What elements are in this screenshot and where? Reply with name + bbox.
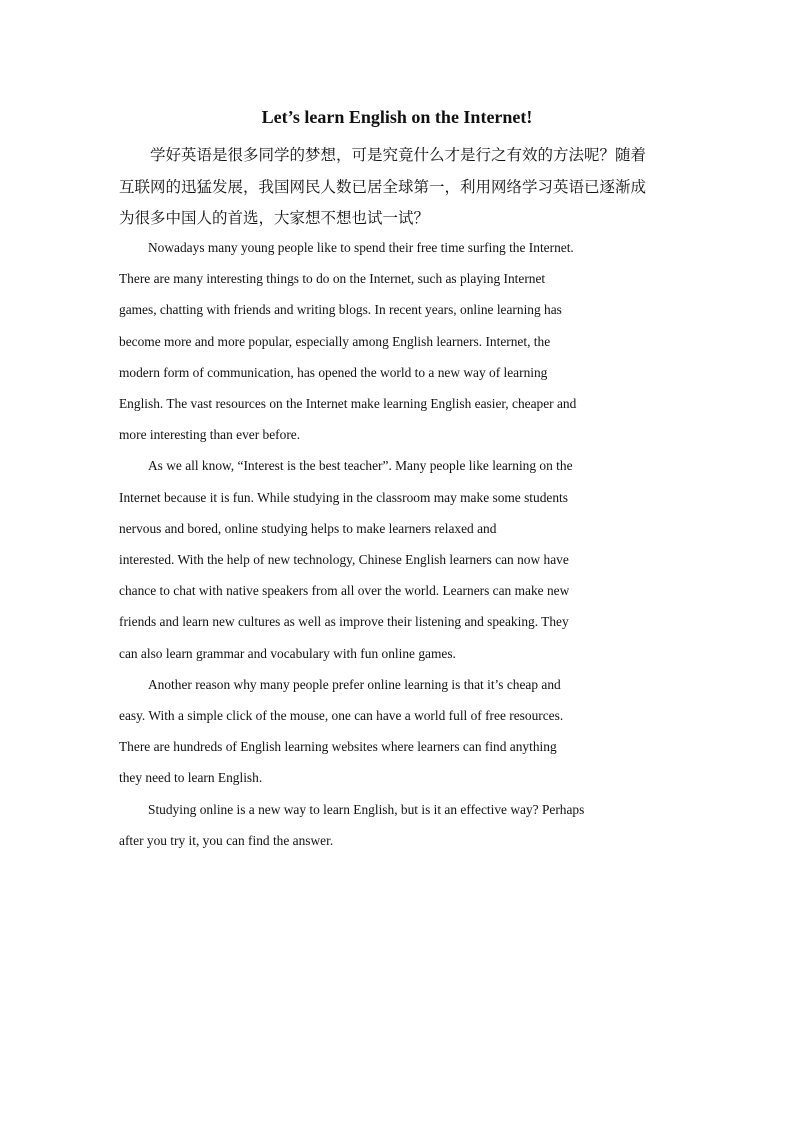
text-line: they need to learn English. [119, 770, 263, 786]
text-line: English. The vast resources on the Internet make learning English easier, cheaper and [119, 396, 577, 412]
text-line: There are many interesting things to do on the Internet, such as playing Internet [119, 271, 546, 287]
text-line: friends and learn new cultures as well as improve their listening and speaking. They [119, 614, 569, 630]
article-paragraph-3 [119, 669, 675, 794]
text-line: There are hundreds of English learning websites where learners can find anything [119, 739, 557, 755]
article-paragraph-1 [119, 232, 675, 450]
chinese-intro-line: 为很多中国人的首选，大家想不想也试一试？ [119, 209, 430, 227]
text-line: Nowadays many young people like to spend their free time surfing the Internet. [148, 240, 574, 255]
chinese-intro-line: 学好英语是很多同学的梦想，可是究竟什么才是行之有效的方法呢？随着 [150, 146, 647, 164]
text-line: interested. With the help of new technology, Chinese English learners can now have [119, 552, 569, 568]
article-paragraph-4 [119, 794, 675, 856]
text-line: As we all know, “Interest is the best teacher”. Many people like learning on the [148, 458, 573, 474]
document-title: Let’s learn English on the Internet! [261, 107, 533, 127]
text-line: modern form of communication, has opened the world to a new way of learning [119, 364, 548, 380]
text-line: chance to chat with native speakers from all over the world. Learners can make new [119, 583, 570, 599]
chinese-intro-paragraph [119, 140, 671, 235]
text-line: after you try it, you can find the answer. [119, 832, 334, 848]
text-line: easy. With a simple click of the mouse, one can have a world full of free resources. [119, 708, 564, 724]
english-article-body [119, 232, 675, 856]
text-line: can also learn grammar and vocabulary with fun online games. [119, 645, 456, 661]
text-line: become more and more popular, especially among English learners. Internet, the [119, 333, 551, 349]
text-line: more interesting than ever before. [119, 427, 301, 443]
chinese-intro-line: 互联网的迅猛发展，我国网民人数已居全球第一，利用网络学习英语已逐渐成 [119, 177, 647, 196]
text-line: nervous and bored, online studying helps to make learners relaxed and [119, 520, 497, 536]
text-line: games, chatting with friends and writing blogs. In recent years, online learning has [119, 302, 562, 318]
text-line: Internet because it is fun. While studying in the classroom may make some students [119, 489, 568, 505]
text-line: Studying online is a new way to learn English, but is it an effective way? Perhaps [148, 801, 585, 817]
article-paragraph-2 [119, 450, 675, 668]
text-line: Another reason why many people prefer online learning is that it’s cheap and [148, 676, 561, 692]
